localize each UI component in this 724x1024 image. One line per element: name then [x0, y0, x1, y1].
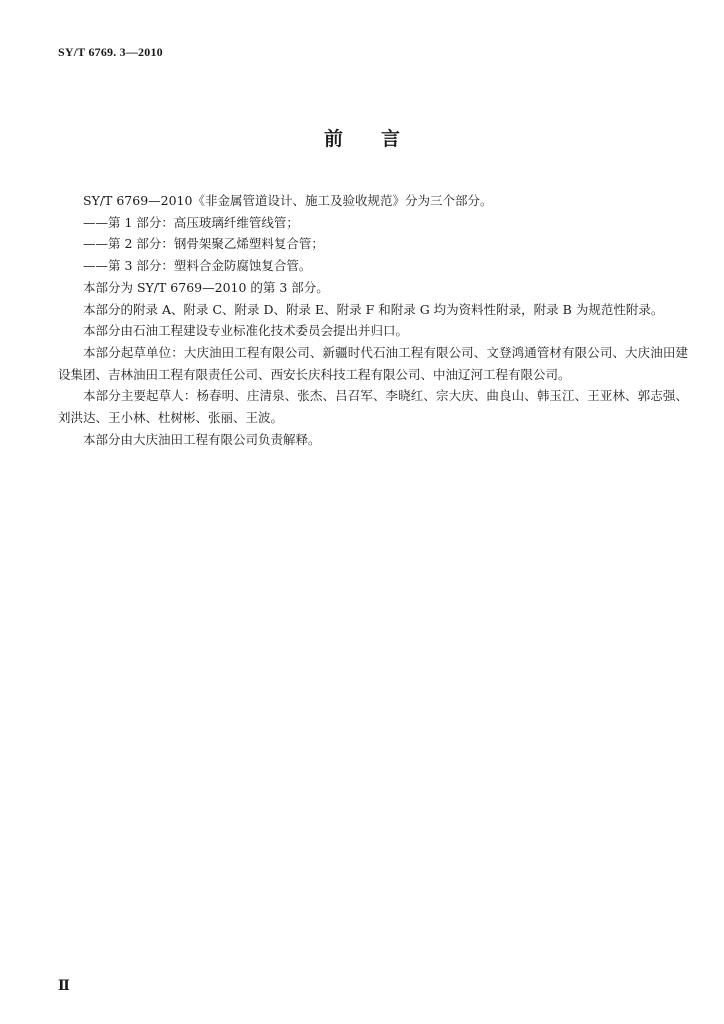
standard-number-header: SY/T 6769. 3—2010: [58, 45, 163, 59]
drafting-units-paragraph: 本部分起草单位：大庆油田工程有限公司、新疆时代石油工程有限公司、文登鸿通管材有限公司、大庆油田建设集团、吉林油田工程有限责任公司、西安长庆科技工程有限公司、中油辽河工程有限公司。: [58, 344, 688, 382]
drafters-paragraph: 本部分主要起草人：杨春明、庄清泉、张杰、吕召军、李晓红、宗大庆、曲良山、韩玉江、王亚林、郭志强、刘洪达、王小林、杜树彬、张丽、王波。: [58, 388, 688, 426]
annexes-paragraph: 本部分的附录 A、附录 C、附录 D、附录 E、附录 F 和附录 G 均为资料性附录，附录 B 为规范性附录。: [83, 301, 664, 317]
part-2-item: ——第 2 部分：钢骨架聚乙烯塑料复合管；: [83, 236, 324, 252]
foreword-body: [58, 190, 688, 450]
part-3-item: ——第 3 部分：塑料合金防腐蚀复合管。: [83, 258, 312, 274]
part-1-item: ——第 1 部分：高压玻璃纤维管线管；: [83, 214, 299, 230]
proposed-by-paragraph: 本部分由石油工程建设专业标准化技术委员会提出并归口。: [83, 323, 409, 339]
interpretation-paragraph: 本部分由大庆油田工程有限公司负责解释。: [83, 431, 321, 447]
intro-paragraph: SY/T 6769—2010《非金属管道设计、施工及验收规范》分为三个部分。: [83, 193, 493, 208]
page-title: 前言: [323, 128, 438, 150]
page-number: Ⅱ: [58, 979, 70, 994]
this-part-paragraph: 本部分为 SY/T 6769—2010 的第 3 部分。: [83, 279, 329, 295]
